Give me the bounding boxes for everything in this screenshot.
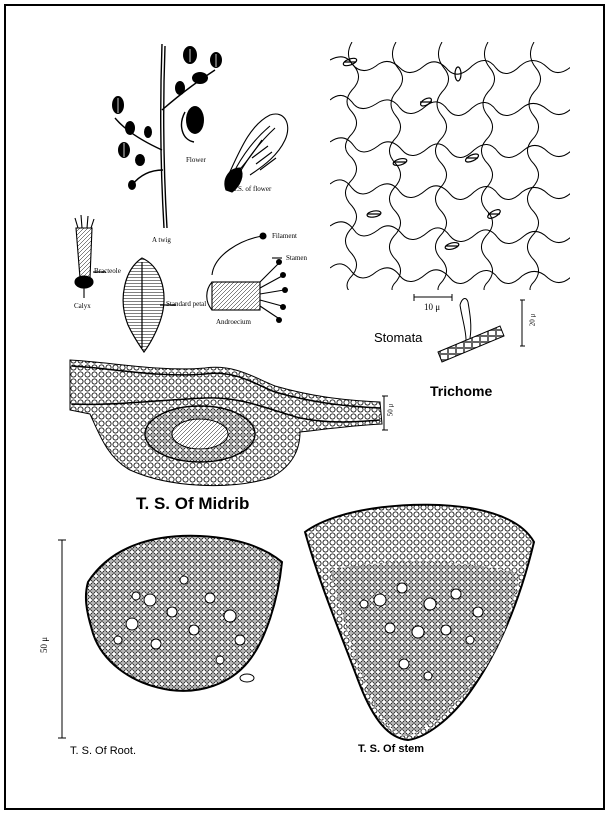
stomata-caption: Stomata [374,330,423,345]
midrib-section [70,360,388,486]
androecium-drawing [207,233,288,323]
standard-petal-label: Standard petal [166,300,207,308]
trichome-scale-label: 20 μ [528,313,537,327]
twig-label: A twig [152,236,171,244]
midrib-scale-label: 50 μ [386,403,395,417]
midrib-caption: T. S. Of Midrib [136,494,250,513]
stomata-epidermis [330,42,572,292]
root-scale-label: 50 μ [39,636,50,654]
androecium-label: Androecium [216,318,251,326]
trichome-drawing [438,298,525,362]
root-caption: T. S. Of Root. [70,745,137,757]
stamen-label: Stamen [286,254,307,262]
filament-label: Filament [272,232,297,240]
bracteole-label: Bracteole [94,267,121,275]
ls-flower-label: L.S. of flower [232,185,272,193]
calyx-label: Calyx [74,302,91,310]
calyx-drawing [75,215,106,298]
ls-flower-drawing [225,114,288,192]
root-section [58,536,282,738]
flower-label: Flower [186,156,206,164]
twig-drawing [112,44,222,228]
stem-section [305,505,534,740]
trichome-caption: Trichome [430,383,493,399]
stomata-scale-label: 10 μ [424,302,441,312]
stomata-scale-bar [414,294,452,301]
stem-caption: T. S. Of stem [358,743,425,755]
